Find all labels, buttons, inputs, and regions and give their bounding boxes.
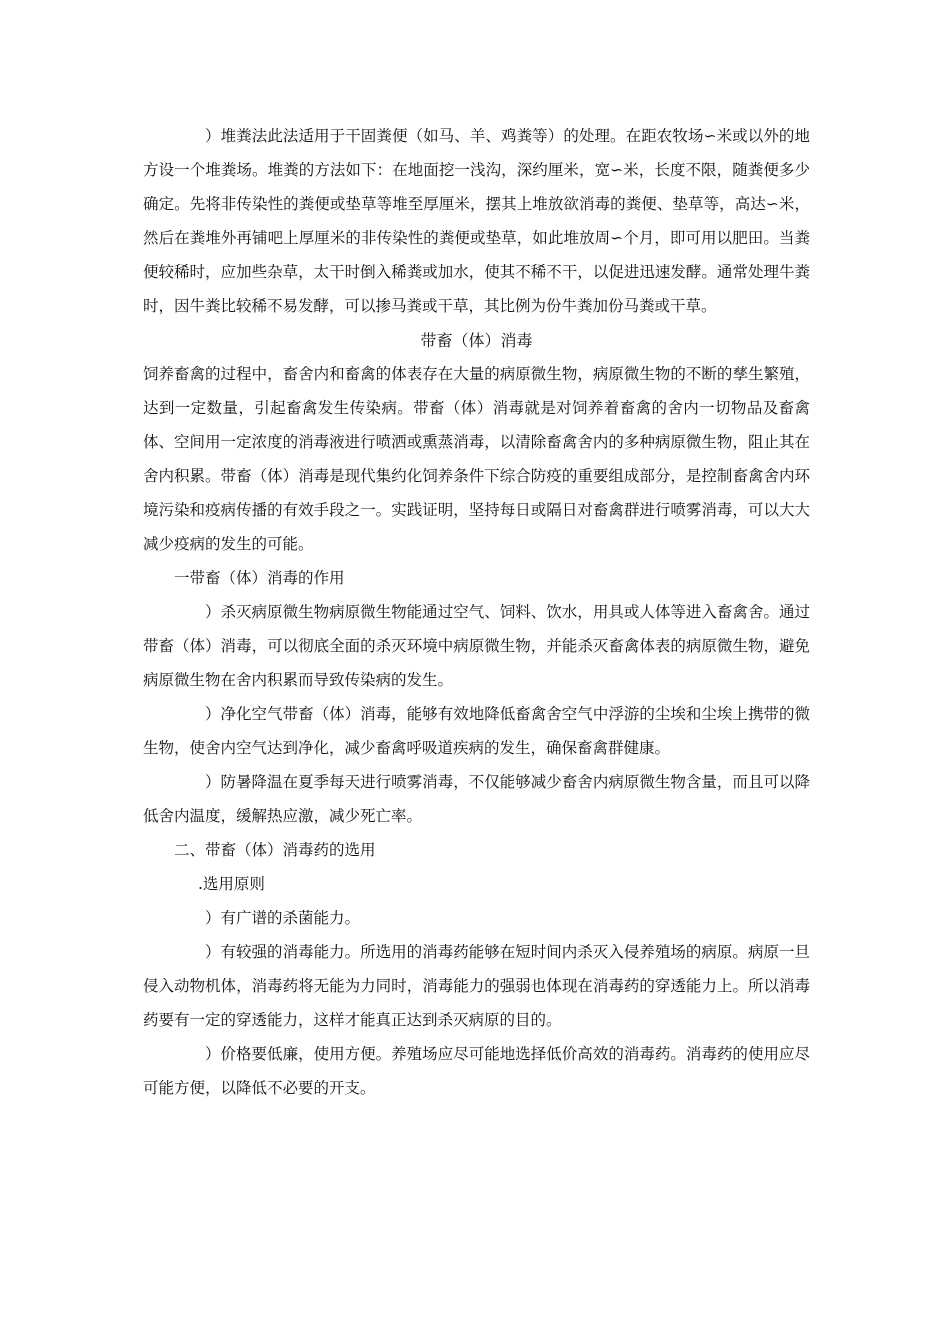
paragraph-kill-pathogens: ）杀灭病原微生物病原微生物能通过空气、饲料、饮水，用具或人体等进入畜禽舍。通过带畜（体）消毒，可以彻底全面的杀灭环境中病原微生物，并能杀灭畜禽体表的病原微生物，避免病原微生物在舍内积累而导致传染病的发生。 xyxy=(143,603,810,689)
paragraph-purify-air: ）净化空气带畜（体）消毒，能够有效地降低畜禽舍空气中浮游的尘埃和尘埃上携带的微生物，使舍内空气达到净化，减少畜禽呼吸道疾病的发生，确保畜禽群健康。 xyxy=(143,705,810,757)
paragraph-intro: 饲养畜禽的过程中，畜舍内和畜禽的体表存在大量的病原微生物，病原微生物的不断的孳生繁殖，达到一定数量，引起畜禽发生传染病。带畜（体）消毒就是对饲养着畜禽的舍内一切物品及畜禽体、空间用一定浓度的消毒液进行喷洒或熏蒸消毒，以清除畜禽舍内的多种病原微生物，阻止其在舍内积累。带畜（体）消毒是现代集约化饲养条件下综合防疫的重要组成部分，是控制畜禽舍内环境污染和疫病传播的有效手段之一。实践证明，坚持每日或隔日对畜禽群进行喷雾消毒，可以大大减少疫病的发生的可能。 xyxy=(143,365,810,553)
heading-selection: 二、带畜（体）消毒药的选用 xyxy=(174,841,376,859)
paragraph-cooling: ）防暑降温在夏季每天进行喷雾消毒，不仅能够减少畜舍内病原微生物含量，而且可以降低舍内温度，缓解热应激，减少死亡率。 xyxy=(143,773,810,825)
document-body xyxy=(143,119,810,1105)
heading-principles: .选用原则 xyxy=(198,875,265,893)
paragraph-manure-heap: ）堆粪法此法适用于干固粪便（如马、羊、鸡粪等）的处理。在距农牧场∽米或以外的地方设一个堆粪场。堆粪的方法如下：在地面挖一浅沟，深约厘米，宽∽米，长度不限，随粪便多少确定。先将非传染性的粪便或垫草等堆至厚厘米，摆其上堆放欲消毒的粪便、垫草等，高达∽米，然后在粪堆外再铺吧上厚厘米的非传染性的粪便或垫草，如此堆放周∽个月，即可用以肥田。当粪便较稀时，应加些杂草，太干时倒入稀粪或加水，使其不稀不干，以促进迅速发酵。通常处理牛粪时，因牛粪比较稀不易发酵，可以掺马粪或干草，其比例为份牛粪加份马粪或干草。 xyxy=(143,127,810,315)
paragraph-broad-spectrum: ）有广谱的杀菌能力。 xyxy=(205,909,361,927)
paragraph-low-cost: ）价格要低廉，使用方便。养殖场应尽可能地选择低价高效的消毒药。消毒药的使用应尽可能方便，以降低不必要的开支。 xyxy=(143,1045,810,1097)
paragraph-strong-disinfection: ）有较强的消毒能力。所选用的消毒药能够在短时间内杀灭入侵养殖场的病原。病原一旦侵入动物机体，消毒药将无能为力同时，消毒能力的强弱也体现在消毒药的穿透能力上。所以消毒药要有一定的穿透能力，这样才能真正达到杀灭病原的目的。 xyxy=(143,943,810,1029)
section-title: 带畜（体）消毒 xyxy=(420,331,533,350)
heading-function: 一带畜（体）消毒的作用 xyxy=(174,569,345,587)
